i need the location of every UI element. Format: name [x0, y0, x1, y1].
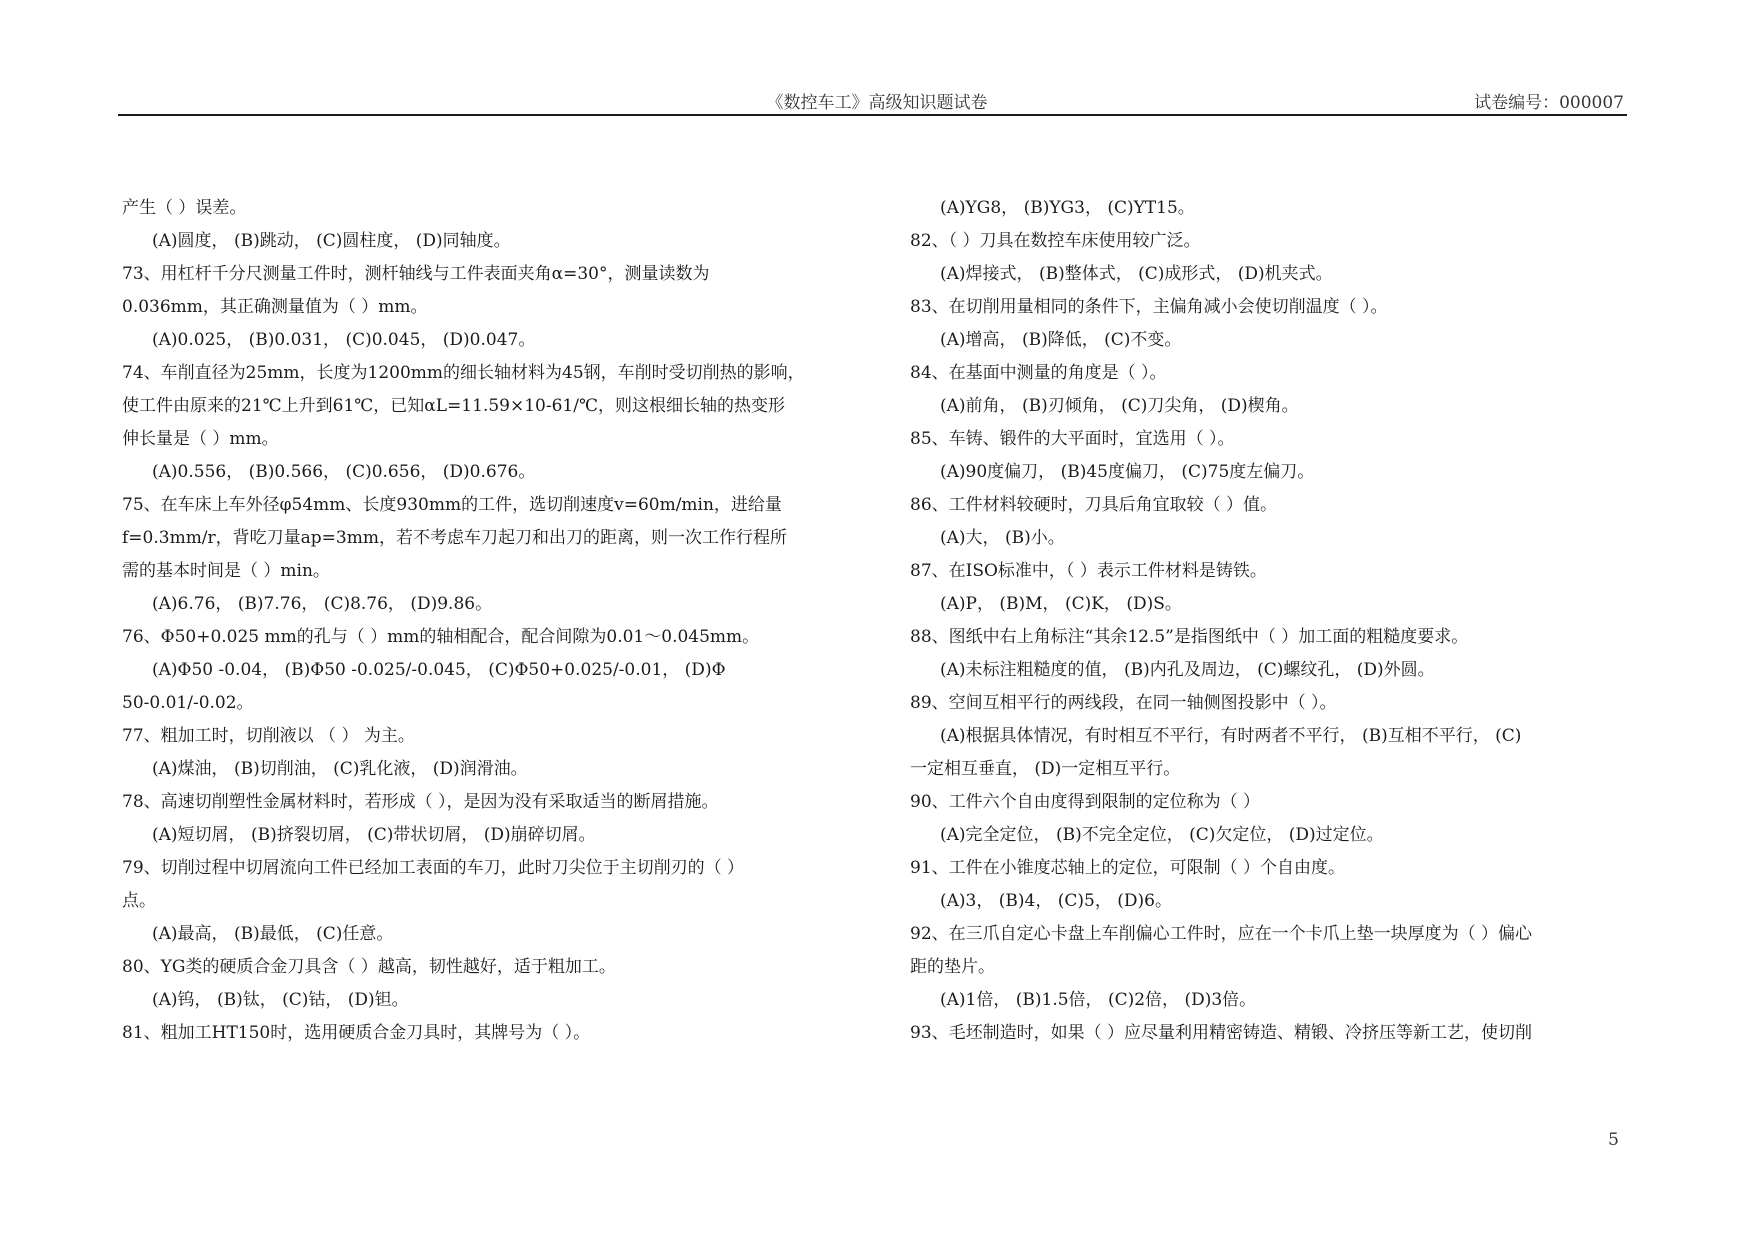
answer-options-line: (A)根据具体情况，有时相互不平行，有时两者不平行， (B)互相不平行， (C) [940, 726, 1522, 746]
question-text-line: 点。 [122, 891, 156, 911]
right-column [910, 192, 1650, 1050]
question-text-line: 75、在车床上车外径φ54mm、长度930mm的工件，选切削速度v=60m/min，进给量 [122, 495, 782, 515]
answer-options-line: (A)未标注粗糙度的值， (B)内孔及周边， (C)螺纹孔， (D)外圆。 [940, 660, 1435, 680]
question-text-line: 77、粗加工时，切削液以 （ ） 为主。 [122, 726, 415, 746]
question-text-line: 91、工件在小锥度芯轴上的定位，可限制（ ）个自由度。 [910, 858, 1346, 878]
question-text-line: 82、（ ）刀具在数控车床使用较广泛。 [910, 231, 1201, 251]
answer-options-line: (A)增高， (B)降低， (C)不变。 [940, 330, 1182, 350]
answer-options-line: (A)90度偏刀， (B)45度偏刀， (C)75度左偏刀。 [940, 462, 1315, 482]
answer-options-line: (A)煤油， (B)切削油， (C)乳化液， (D)润滑油。 [152, 759, 528, 779]
page-header-title: 《数控车工》高级知识题试卷 [766, 93, 988, 113]
answer-options-line: (A)焊接式， (B)整体式， (C)成形式， (D)机夹式。 [940, 264, 1333, 284]
question-text-line: 92、在三爪自定心卡盘上车削偏心工件时，应在一个卡爪上垫一块厚度为（ ）偏心 [910, 924, 1533, 944]
answer-options-line: (A)大， (B)小。 [940, 528, 1065, 548]
answer-options-line: (A)前角， (B)刃倾角， (C)刀尖角， (D)楔角。 [940, 396, 1299, 416]
answer-options-line: (A)钨， (B)钛， (C)钴， (D)钽。 [152, 990, 409, 1010]
answer-options-line: (A)P， (B)M， (C)K， (D)S。 [940, 594, 1182, 614]
answer-options-line: (A)6.76， (B)7.76， (C)8.76， (D)9.86。 [152, 594, 493, 614]
question-text-line: 89、空间互相平行的两线段，在同一轴侧图投影中（ ）。 [910, 693, 1337, 713]
question-text-line: 79、切削过程中切屑流向工件已经加工表面的车刀，此时刀尖位于主切削刃的（ ） [122, 858, 745, 878]
question-text-line: 产生（ ）误差。 [122, 198, 247, 218]
answer-options-line: (A)1倍， (B)1.5倍， (C)2倍， (D)3倍。 [940, 990, 1257, 1010]
answer-options-line: (A)圆度， (B)跳动， (C)圆柱度， (D)同轴度。 [152, 231, 511, 251]
question-text-line: 74、车削直径为25mm，长度为1200mm的细长轴材料为45钢，车削时受切削热的影响， [122, 363, 805, 383]
question-text-line: 78、高速切削塑性金属材料时，若形成（ ），是因为没有采取适当的断屑措施。 [122, 792, 719, 812]
answer-options-line: (A)最高， (B)最低， (C)任意。 [152, 924, 394, 944]
question-text-line: 86、工件材料较硬时，刀具后角宜取较（ ）值。 [910, 495, 1278, 515]
question-text-line: 80、YG类的硬质合金刀具含（ ）越高，韧性越好，适于粗加工。 [122, 957, 616, 977]
question-text-line: 90、工件六个自由度得到限制的定位称为（ ） [910, 792, 1261, 812]
question-text-line: 0.036mm，其正确测量值为（ ）mm。 [122, 297, 428, 317]
answer-options-line: (A)YG8， (B)YG3， (C)YT15。 [940, 198, 1195, 218]
question-text-line: 73、用杠杆千分尺测量工件时，测杆轴线与工件表面夹角α=30°，测量读数为 [122, 264, 710, 284]
answer-options-line: (A)短切屑， (B)挤裂切屑， (C)带状切屑， (D)崩碎切屑。 [152, 825, 596, 845]
question-text-line: 83、在切削用量相同的条件下，主偏角减小会使切削温度（ ）。 [910, 297, 1388, 317]
answer-options-line: (A)0.556， (B)0.566， (C)0.656， (D)0.676。 [152, 462, 536, 482]
question-text-line: 距的垫片。 [910, 957, 995, 977]
question-text-line: 伸长量是（ ）mm。 [122, 429, 279, 449]
answer-options-line: (A)0.025， (B)0.031， (C)0.045， (D)0.047。 [152, 330, 536, 350]
question-text-line: 84、在基面中测量的角度是（ ）。 [910, 363, 1167, 383]
question-text-line: 88、图纸中右上角标注“其余12.5”是指图纸中（ ）加工面的粗糙度要求。 [910, 627, 1469, 647]
question-text-line: 81、粗加工HT150时，选用硬质合金刀具时，其牌号为（ ）。 [122, 1023, 591, 1043]
answer-options-line: (A)3， (B)4， (C)5， (D)6。 [940, 891, 1172, 911]
question-text-line: 一定相互垂直， (D)一定相互平行。 [910, 759, 1181, 779]
question-text-line: 93、毛坯制造时，如果（ ）应尽量利用精密铸造、精锻、冷挤压等新工艺，使切削 [910, 1023, 1533, 1043]
question-text-line: 50-0.01/-0.02。 [122, 693, 254, 713]
left-column [122, 192, 862, 1050]
question-text-line: 需的基本时间是（ ）min。 [122, 561, 330, 581]
question-text-line: 85、车铸、锻件的大平面时，宜选用（ ）。 [910, 429, 1235, 449]
question-text-line: f=0.3mm/r，背吃刀量ap=3mm，若不考虑车刀起刀和出刀的距离，则一次工作行程所 [122, 528, 787, 548]
question-text-line: 87、在ISO标准中，（ ）表示工件材料是铸铁。 [910, 561, 1267, 581]
question-text-line: 使工件由原来的21℃上升到61℃，已知αL=11.59×10-61/℃，则这根细长轴的热变形 [122, 396, 785, 416]
question-text-line: 76、Φ50+0.025 mm的孔与（ ）mm的轴相配合，配合间隙为0.01～0.045mm。 [122, 627, 760, 647]
page-number: 5 [1608, 1130, 1619, 1150]
exam-code: 试卷编号：000007 [1474, 93, 1624, 113]
answer-options-line: (A)完全定位， (B)不完全定位， (C)欠定位， (D)过定位。 [940, 825, 1384, 845]
answer-options-line: (A)Φ50 -0.04， (B)Φ50 -0.025/-0.045， (C)Φ50+0.025/-0.01， (D)Φ [152, 660, 726, 680]
header-divider [118, 114, 1627, 116]
